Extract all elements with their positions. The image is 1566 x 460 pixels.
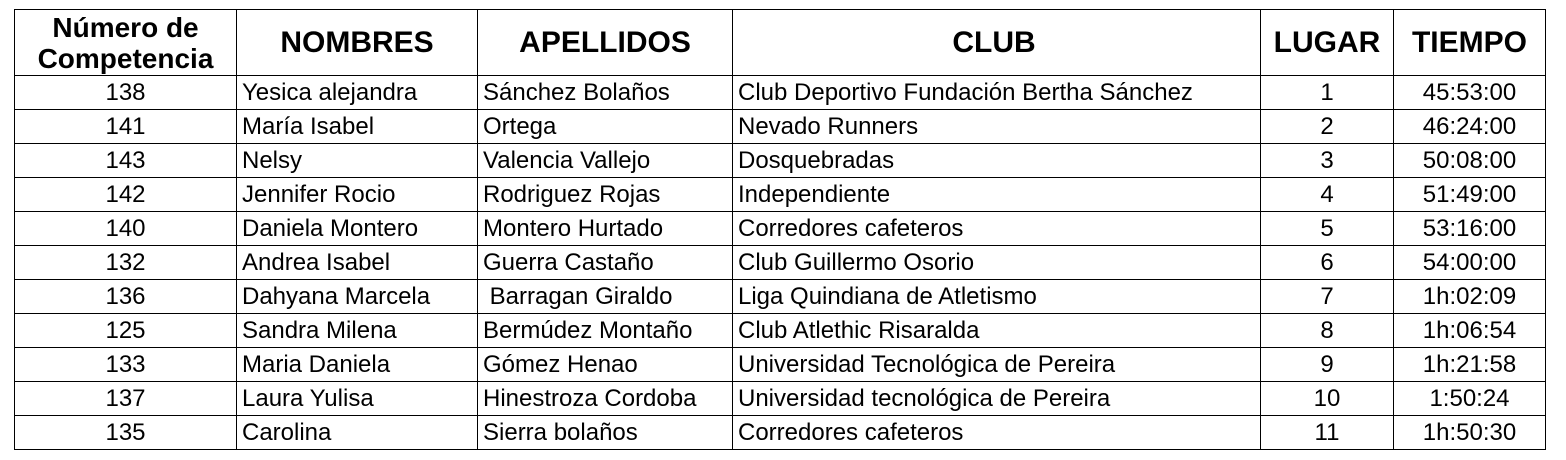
cell-club: Universidad Tecnológica de Pereira	[733, 348, 1261, 382]
cell-nombres: Carolina	[237, 416, 478, 450]
cell-lugar: 2	[1261, 110, 1394, 144]
cell-nombres: Daniela Montero	[237, 212, 478, 246]
header-numero-line1: Número de	[52, 11, 199, 43]
cell-lugar: 7	[1261, 280, 1394, 314]
cell-apellidos: Bermúdez Montaño	[478, 314, 733, 348]
cell-club: Universidad tecnológica de Pereira	[733, 382, 1261, 416]
cell-apellidos: Gómez Henao	[478, 348, 733, 382]
cell-numero: 141	[15, 110, 237, 144]
cell-nombres: Laura Yulisa	[237, 382, 478, 416]
cell-tiempo: 1h:21:58	[1394, 348, 1546, 382]
cell-nombres: Maria Daniela	[237, 348, 478, 382]
table-row	[15, 280, 1546, 314]
table-row	[15, 348, 1546, 382]
cell-lugar: 6	[1261, 246, 1394, 280]
cell-lugar: 4	[1261, 178, 1394, 212]
results-table	[14, 9, 1546, 450]
cell-numero: 125	[15, 314, 237, 348]
cell-nombres: Sandra Milena	[237, 314, 478, 348]
cell-apellidos: Sánchez Bolaños	[478, 76, 733, 110]
header-numero-line2: Competencia	[37, 42, 214, 74]
cell-numero: 132	[15, 246, 237, 280]
cell-apellidos: Hinestroza Cordoba	[478, 382, 733, 416]
header-club: CLUB	[733, 10, 1261, 76]
cell-club: Club Deportivo Fundación Bertha Sánchez	[733, 76, 1261, 110]
table-header	[15, 10, 1546, 76]
header-numero-competencia	[15, 10, 237, 76]
cell-numero: 135	[15, 416, 237, 450]
cell-apellidos: Guerra Castaño	[478, 246, 733, 280]
cell-lugar: 9	[1261, 348, 1394, 382]
cell-club: Corredores cafeteros	[733, 416, 1261, 450]
cell-tiempo: 1:50:24	[1394, 382, 1546, 416]
cell-tiempo: 45:53:00	[1394, 76, 1546, 110]
cell-nombres: Yesica alejandra	[237, 76, 478, 110]
cell-numero: 133	[15, 348, 237, 382]
table-row	[15, 212, 1546, 246]
cell-lugar: 10	[1261, 382, 1394, 416]
cell-nombres: Nelsy	[237, 144, 478, 178]
cell-tiempo: 1h:02:09	[1394, 280, 1546, 314]
table-row	[15, 76, 1546, 110]
header-row	[15, 10, 1546, 76]
header-apellidos: APELLIDOS	[478, 10, 733, 76]
cell-numero: 140	[15, 212, 237, 246]
cell-lugar: 8	[1261, 314, 1394, 348]
cell-lugar: 1	[1261, 76, 1394, 110]
table-row	[15, 314, 1546, 348]
cell-numero: 143	[15, 144, 237, 178]
cell-numero: 138	[15, 76, 237, 110]
header-nombres: NOMBRES	[237, 10, 478, 76]
cell-tiempo: 53:16:00	[1394, 212, 1546, 246]
cell-apellidos: Barragan Giraldo	[478, 280, 733, 314]
cell-club: Independiente	[733, 178, 1261, 212]
table-row	[15, 178, 1546, 212]
cell-apellidos: Montero Hurtado	[478, 212, 733, 246]
cell-apellidos: Valencia Vallejo	[478, 144, 733, 178]
cell-club: Nevado Runners	[733, 110, 1261, 144]
cell-tiempo: 51:49:00	[1394, 178, 1546, 212]
cell-club: Club Atlethic Risaralda	[733, 314, 1261, 348]
table-row	[15, 144, 1546, 178]
cell-apellidos: Rodriguez Rojas	[478, 178, 733, 212]
cell-club: Liga Quindiana de Atletismo	[733, 280, 1261, 314]
table-row	[15, 246, 1546, 280]
cell-club: Dosquebradas	[733, 144, 1261, 178]
cell-club: Club Guillermo Osorio	[733, 246, 1261, 280]
cell-club: Corredores cafeteros	[733, 212, 1261, 246]
cell-nombres: Andrea Isabel	[237, 246, 478, 280]
table-row	[15, 110, 1546, 144]
cell-nombres: María Isabel	[237, 110, 478, 144]
cell-numero: 137	[15, 382, 237, 416]
cell-apellidos: Sierra bolaños	[478, 416, 733, 450]
cell-tiempo: 1h:06:54	[1394, 314, 1546, 348]
cell-numero: 136	[15, 280, 237, 314]
header-lugar: LUGAR	[1261, 10, 1394, 76]
cell-lugar: 11	[1261, 416, 1394, 450]
cell-apellidos: Ortega	[478, 110, 733, 144]
cell-tiempo: 54:00:00	[1394, 246, 1546, 280]
cell-tiempo: 46:24:00	[1394, 110, 1546, 144]
table-row	[15, 382, 1546, 416]
cell-nombres: Dahyana Marcela	[237, 280, 478, 314]
cell-lugar: 5	[1261, 212, 1394, 246]
cell-numero: 142	[15, 178, 237, 212]
table-body	[15, 76, 1546, 450]
cell-nombres: Jennifer Rocio	[237, 178, 478, 212]
cell-tiempo: 50:08:00	[1394, 144, 1546, 178]
cell-tiempo: 1h:50:30	[1394, 416, 1546, 450]
table-row	[15, 416, 1546, 450]
cell-lugar: 3	[1261, 144, 1394, 178]
header-tiempo: TIEMPO	[1394, 10, 1546, 76]
